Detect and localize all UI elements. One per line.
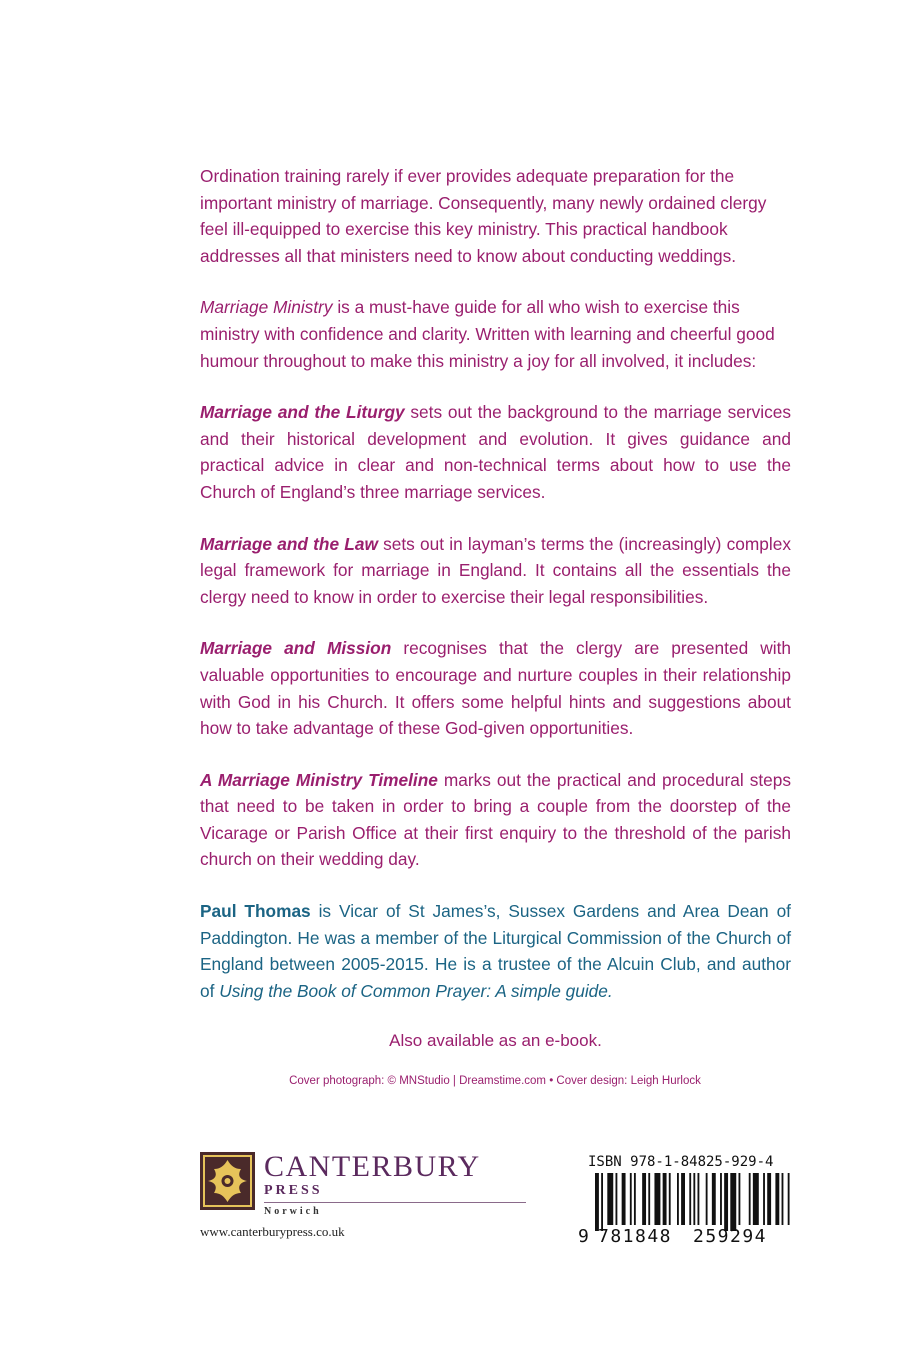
blurb-summary-title: Marriage Ministry (200, 297, 333, 318)
barcode-bar (648, 1173, 650, 1225)
barcode-bar (712, 1173, 716, 1225)
barcode-bar (616, 1173, 618, 1225)
barcode-bar (749, 1173, 751, 1225)
publisher-imprint: PRESS (264, 1183, 323, 1198)
section-liturgy-title: Marriage and the Liturgy (200, 402, 405, 423)
barcode-digit-group-right: 259294 (693, 1226, 768, 1247)
barcode-bar (634, 1173, 636, 1225)
section-liturgy (200, 399, 791, 505)
barcode-bar (720, 1173, 722, 1225)
barcode-bar (763, 1173, 765, 1225)
isbn-barcode (578, 1154, 793, 1249)
barcode-bar (669, 1173, 671, 1225)
author-bio (200, 898, 791, 1004)
barcode-bar (630, 1173, 632, 1225)
publisher-block (200, 1150, 530, 1245)
barcode-bar (698, 1173, 700, 1225)
blurb-summary-text: is a must-have guide for all who wish to exercise this ministry with confidence and clarity. Written with learning and cheerful good humour throughout to make this ministry a joy for all involved, it includes: (200, 297, 775, 371)
back-cover-blurb (200, 163, 791, 898)
publisher-divider (264, 1202, 526, 1203)
publisher-name: CANTERBURY (264, 1150, 481, 1183)
barcode-bar (689, 1173, 691, 1225)
barcode-bar (677, 1173, 679, 1225)
barcode-bar (730, 1173, 736, 1231)
section-timeline-text: marks out the practical and procedural steps that need to be taken in order to bring a couple from the doorstep of the Vicarage or Parish Office at their first enquiry to the threshold of the parish church on their wedding day. (200, 769, 791, 870)
barcode-bar (788, 1173, 790, 1225)
barcode-bar (724, 1173, 728, 1231)
barcode-digit-first: 9 (578, 1226, 589, 1247)
barcode-bar (601, 1173, 603, 1231)
author-bio-text: is Vicar of St James’s, Sussex Gardens and Area Dean of Paddington. He was a member of the Liturgical Commission of the Church of England between 2005-2015. He is a trustee of the Alcuin Club, and author of (200, 901, 791, 1001)
section-timeline (200, 767, 791, 873)
blurb-intro: Ordination training rarely if ever provides adequate preparation for the important ministry of marriage. Consequently, many newly ordained clergy feel ill-equipped to exercise this key ministry. This practical handbook addresses all that ministers need to know about conducting weddings. (200, 166, 767, 266)
barcode-bar (622, 1173, 626, 1225)
publisher-logo (200, 1152, 255, 1210)
barcode-bar (753, 1173, 759, 1225)
publisher-url: www.canterburypress.co.uk (200, 1224, 345, 1239)
barcode-bar (607, 1173, 613, 1225)
barcode-bar (654, 1173, 660, 1225)
barcode-bar (782, 1173, 784, 1225)
author-name: Paul Thomas (200, 901, 311, 921)
isbn-label: ISBN 978-1-84825-929-4 (588, 1154, 774, 1170)
blurb-summary (200, 294, 791, 374)
barcode-bars-icon (578, 1173, 793, 1231)
barcode-bar (767, 1173, 771, 1225)
section-law (200, 531, 791, 611)
barcode-bar (595, 1173, 599, 1231)
section-law-text: sets out in layman’s terms the (increasingly) complex legal framework for marriage in England. It contains all the essentials the clergy need to know in order to exercise their legal responsibilities. (200, 533, 791, 607)
author-book-title: Using the Book of Common Prayer: A simple guide. (219, 980, 613, 1001)
cross-emblem-icon (200, 1152, 255, 1210)
ebook-note: Also available as an e-book. (389, 1031, 602, 1050)
section-law-title: Marriage and the Law (200, 533, 378, 554)
barcode-bar (706, 1173, 708, 1225)
barcode-bar (663, 1173, 667, 1225)
barcode-bar (775, 1173, 779, 1225)
barcode-bar (739, 1173, 741, 1225)
barcode-digit-group-left: 781848 (598, 1226, 673, 1247)
barcode-bar (693, 1173, 695, 1225)
barcode-bar (642, 1173, 646, 1225)
cover-credits: Cover photograph: © MNStudio | Dreamstime.com • Cover design: Leigh Hurlock (289, 1075, 701, 1087)
section-timeline-title: A Marriage Ministry Timeline (200, 769, 438, 790)
section-mission-title: Marriage and Mission (200, 638, 392, 659)
section-mission (200, 635, 791, 741)
section-mission-text: recognises that the clergy are presented with valuable opportunities to encourage and nurture couples in their relationship with God in his Church. It offers some helpful hints and suggestions about how to take advantage of these God-given opportunities. (200, 638, 791, 739)
barcode-digits (578, 1226, 793, 1248)
section-liturgy-text: sets out the background to the marriage services and their historical development and evolution. It gives guidance and practical advice in clear and non-technical terms about how to use the Church of England’s three marriage services. (200, 402, 792, 502)
publisher-city: Norwich (264, 1206, 322, 1217)
barcode-bar (681, 1173, 685, 1225)
